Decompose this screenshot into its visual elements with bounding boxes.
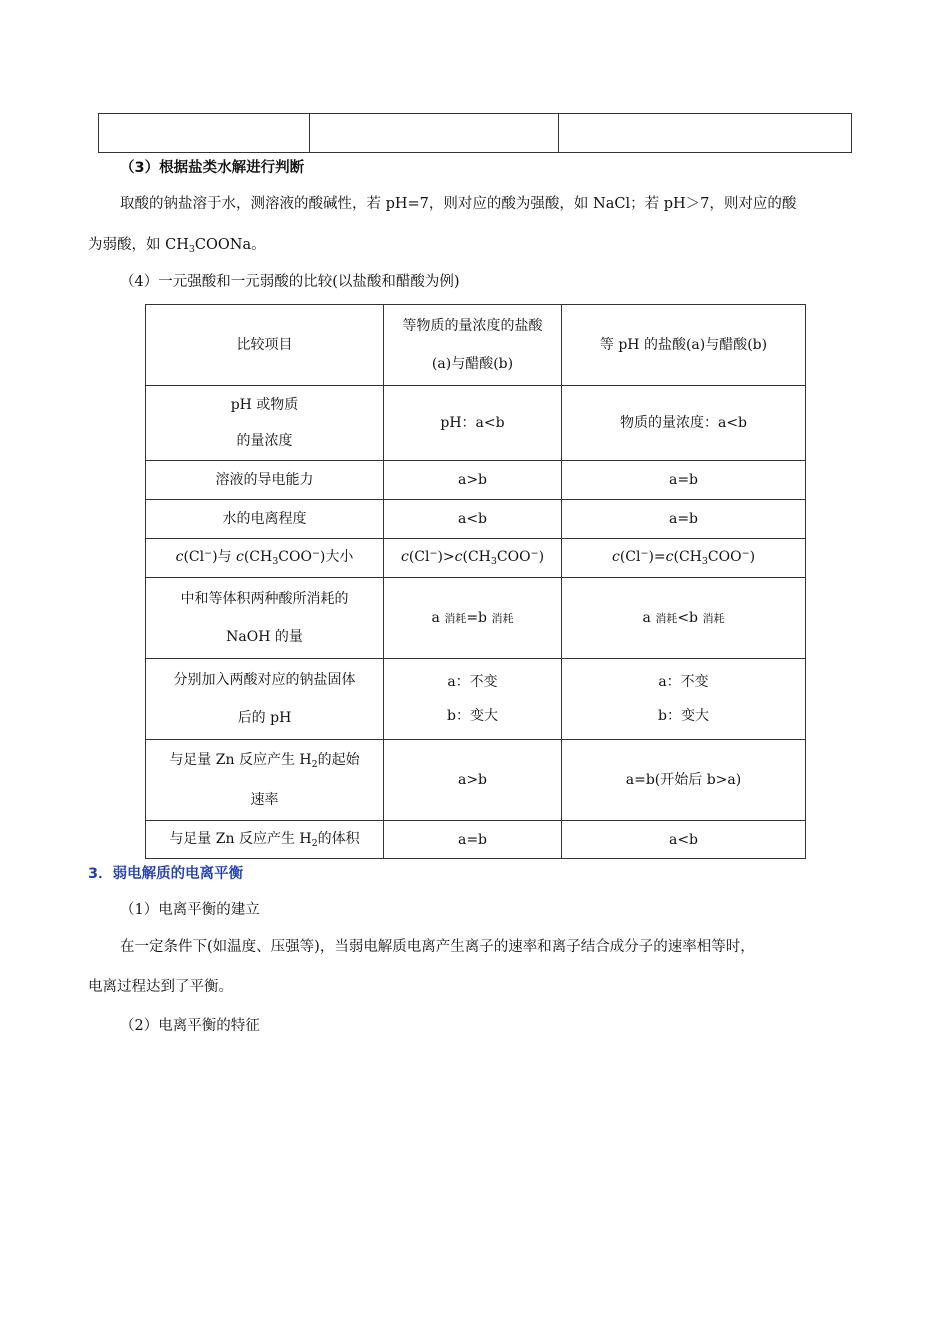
table-row: 与足量 Zn 反应产生 $H_2$的体积 a=b a<b: [146, 821, 806, 859]
table-header-row: [146, 305, 806, 386]
section4-heading: （4）一元强酸和一元弱酸的比较(以盐酸和醋酸为例): [120, 274, 460, 290]
section3-para-line2: 为弱酸，如 $CH_3COONa$。: [88, 237, 266, 255]
header-item: 比较项目: [146, 305, 384, 386]
section3-para-line1: 取酸的钠盐溶于水，测溶液的酸碱性，若 pH=7，则对应的酸为强酸，如 NaCl；若 pH＞7，则对应的酸: [120, 196, 797, 212]
top-table-fragment: [98, 113, 852, 153]
table-row: c(Cl−)与 $c(CH_3COO^-)$大小 $c(Cl^-)>c(CH_3COO^-)$ $c(Cl^-)=c(CH_3COO^-)$: [146, 539, 806, 578]
comparison-table: [145, 304, 806, 859]
para-establishment-line2: 电离过程达到了平衡。: [88, 979, 233, 995]
table-row: [99, 114, 852, 153]
subsection-characteristics: （2）电离平衡的特征: [120, 1018, 260, 1034]
table-row: 分别加入两酸对应的钠盐固体 后的 pH a：不变 b：变大 a：不变 b：变大: [146, 659, 806, 740]
table-row: pH 或物质 的量浓度 pH：a<b 物质的量浓度：a<b: [146, 386, 806, 461]
para-establishment-line1: 在一定条件下(如温度、压强等)，当弱电解质电离产生离子的速率和离子结合成分子的速率相等时，: [120, 939, 755, 955]
table-row: 水的电离程度 a<b a=b: [146, 500, 806, 539]
header-equal-ph: 等 pH 的盐酸(a)与醋酸(b): [562, 305, 806, 386]
section3-heading: （3）根据盐类水解进行判断: [120, 160, 305, 176]
section-heading-ionization-equilibrium: 3．弱电解质的电离平衡: [88, 866, 244, 882]
table-row: 溶液的导电能力 a>b a=b: [146, 461, 806, 500]
table-row: 中和等体积两种酸所消耗的 NaOH 的量 a 消耗=b 消耗 a 消耗<b 消耗: [146, 578, 806, 659]
subsection-establishment: （1）电离平衡的建立: [120, 902, 260, 918]
table-row: 与足量 Zn 反应产生 $H_2$的起始 速率 a>b a=b(开始后 b>a): [146, 740, 806, 821]
header-equal-concentration: 等物质的量浓度的盐酸 (a)与醋酸(b): [384, 305, 562, 386]
